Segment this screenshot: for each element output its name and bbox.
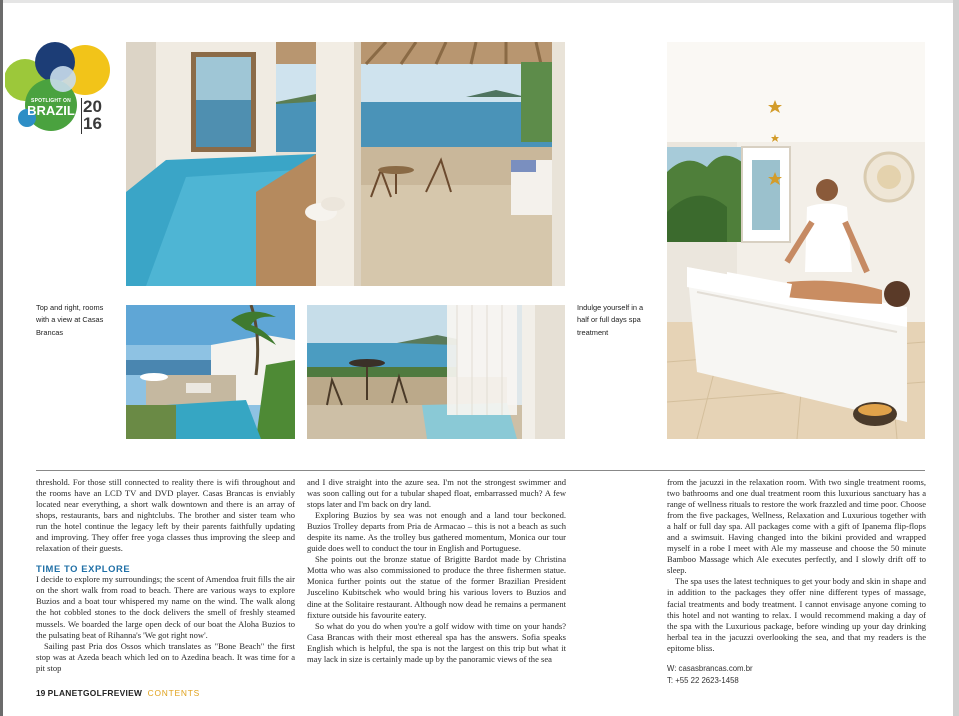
phone-number: T: +55 22 2623-1458 bbox=[667, 675, 739, 685]
paragraph: from the jacuzzi in the relaxation room. With two single treatment rooms, two bathrooms and one dual treatment room this luxurious sanctuary has a range of wellness rituals to restore the work frazzled and time poor. Choose from the five packages, Wellness, Relaxation and Luxurious together with a half or full day spa. All packages come with a gift of Ipanema flip-flops and a swimsuit. Having changed into the bikini provided and wrapped myself in a robe I meet with Ale my masseuse and choose the 50 minute Bamboo Massage which Ale executes perfectly, and I slowly drift off to sleep. bbox=[667, 477, 926, 576]
section-heading: TIME TO EXPLORE bbox=[36, 563, 131, 575]
website-link[interactable]: W: casasbrancas.com.br bbox=[667, 663, 753, 673]
paragraph: The spa uses the latest techniques to get your body and skin in shape and in addition to the packages they offer nine different types of massage, facial treatments and body treatment. I cannot envisage anyone coming to this hotel and not wanting to relax. I would recommend making a day of the spa with the Luxurious package, before winding up your day drinking herbal tea in the jacuzzi overlooking the sea, and that my readers is the epitome bliss. bbox=[667, 576, 926, 653]
photo-pool-terrace bbox=[126, 305, 295, 439]
logo-year-bottom: 16 bbox=[83, 114, 102, 133]
caption-rooms-line: Brancas bbox=[36, 327, 64, 337]
caption-spa-line: half or full days spa bbox=[577, 315, 641, 325]
page-footer bbox=[36, 688, 200, 698]
photo-sea-terrace bbox=[307, 305, 565, 439]
paragraph: So what do you do when you're a golf widow with time on your hands? Casa Brancas with their most ethereal spa has the answers. Sofia speaks English which is helpful, the spa is not the largest on this trip but what it may lack in size is certainly made up by the panoramic views of the sea bbox=[307, 620, 566, 664]
paragraph: I decide to explore my surroundings; the scent of Amendoa fruit fills the air on the short walk from road to beach. There are various ways to explore Buzios and a boat tour whispered my name on the wind. The walk along the hot cobbled stones to the dock delivers the smell of freshly steamed mussels. We boarded the large open deck of our boat the Aloha Buzios to the pulsating beat of Rihanna's 'We got right now'. bbox=[36, 574, 295, 640]
caption-spa bbox=[577, 302, 667, 339]
page-left-edge bbox=[0, 0, 3, 716]
section-divider bbox=[36, 470, 925, 471]
photo-spa-massage bbox=[667, 42, 925, 439]
logo-divider bbox=[81, 98, 82, 134]
article-column-1 bbox=[36, 477, 295, 674]
paragraph: Exploring Buzios by sea was not enough and a land tour beckoned. Buzios Trolley departs from Pria de Armacao – this is not a beach as such despite its name. As the trolley bus gathered momentum, Monica our tour guide does well to conduct the tour in English and Portuguese. bbox=[307, 510, 566, 554]
photo-room-pool-view bbox=[126, 42, 565, 286]
page-top-edge bbox=[0, 0, 959, 3]
logo-year bbox=[83, 98, 113, 132]
paragraph: threshold. For those still connected to reality there is wifi throughout and the rooms have an LCD TV and DVD player. Casas Brancas is enviably located near everything, a short walk downtown and there is an array of shops, restaurants, bars and nightclubs. The brother and sister team who run the hotel continue the legacy left by their parents faithfully updating and improving. They offer free yoga classes thus improving the sleep and relaxation of their guests. bbox=[36, 477, 295, 554]
spotlight-brazil-logo bbox=[5, 42, 117, 138]
contact-info bbox=[667, 663, 926, 687]
caption-spa-line: treatment bbox=[577, 327, 609, 337]
caption-rooms bbox=[36, 302, 126, 339]
article-column-3 bbox=[667, 477, 926, 687]
caption-spa-line: Indulge yourself in a bbox=[577, 303, 644, 312]
caption-rooms-line: with a view at Casas bbox=[36, 315, 104, 325]
contents-link[interactable]: CONTENTS bbox=[147, 688, 201, 698]
paragraph: She points out the bronze statue of Brigitte Bardot made by Christina Motta who was also commissioned to produce the three fishermen statue. Monica further points out the statue of the former Brazilian President Juscelino Kubitschek who would bring his various lovers to Buzios and dine at the Solitaire restaurant. Although now dead he remains a permanent fixture outside his favourite eatery. bbox=[307, 554, 566, 620]
logo-big-text: BRAZIL bbox=[27, 103, 75, 118]
article-column-2 bbox=[307, 477, 566, 665]
magazine-name: PLANETGOLFREVIEW bbox=[47, 688, 143, 698]
caption-rooms-line: Top and right, rooms bbox=[36, 303, 104, 312]
paragraph: and I dive straight into the azure sea. I'm not the strongest swimmer and was soon calling out for a tubular shaped float, embarrassed much? A few stops later and I'm back on dry land. bbox=[307, 477, 566, 510]
page-right-edge bbox=[953, 0, 959, 716]
page-number: 19 bbox=[36, 688, 46, 698]
paragraph: Sailing past Pria dos Ossos which translates as "Bone Beach" the first stop was at Azeda beach which led on to Azedina beach. It was time for a pit stop bbox=[36, 640, 295, 673]
logo-small-text: SPOTLIGHT ON bbox=[31, 98, 71, 104]
logo-year-top: 20 bbox=[83, 97, 102, 116]
